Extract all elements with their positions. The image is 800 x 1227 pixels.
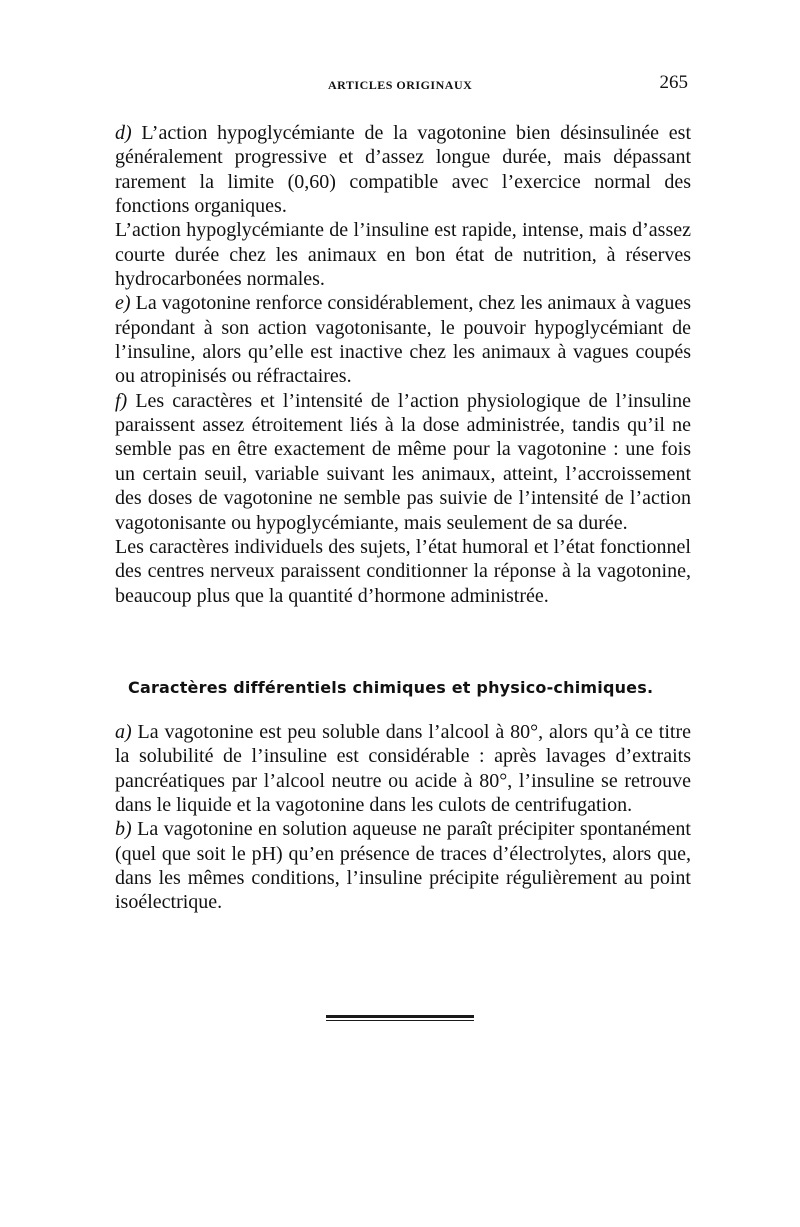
running-head: ARTICLES ORIGINAUX: [328, 78, 473, 92]
paragraph-e: [115, 291, 691, 388]
paragraph-text: La vagotonine renforce considérablement, chez les animaux à vagues répondant à son action vagotonisante, le pouvoir hypoglycémiant de l’insuline, alors qu’elle est inactive chez les animaux à vagues coupés ou atropinisés ou réfractaires.: [115, 292, 691, 388]
paragraph-text: L’action hypoglycémiante de la vagotonine bien désinsulinée est généralement progressive et d’assez longue durée, mais dépassant rarement la limite (0,60) compatible avec l’exercice normal des fonctions organiques.: [115, 122, 691, 218]
end-rule: [326, 1015, 474, 1023]
section-heading: Caractères différentiels chimiques et physico-chimiques.: [128, 678, 654, 697]
item-marker: d): [115, 122, 132, 144]
paragraph-f: [115, 389, 691, 535]
end-rule-thin-line: [326, 1020, 474, 1021]
text-block-conclusions: [115, 121, 691, 608]
end-rule-thick-line: [326, 1015, 474, 1018]
item-marker: a): [115, 721, 132, 743]
paragraph-insulin-action: [115, 218, 691, 291]
paragraph-text: La vagotonine en solution aqueuse ne paraît précipiter spontanément (quel que soit le pH) qu’en présence de traces d’électrolytes, alors que, dans les mêmes conditions, l’insuline précipite régulièrement au point isoélectrique.: [115, 818, 691, 914]
item-marker: e): [115, 292, 131, 315]
paragraph-individual-characters: [115, 535, 691, 608]
paragraph-text: Les caractères et l’intensité de l’action physiologique de l’insuline paraissent assez étroitement liés à la dose administrée, tandis qu’il ne semble pas en être exactement de même pour la vagotonine : une fois un certain seuil, variable suivant les animaux, atteint, l’accroissement des doses de vagotonine ne semble pas suivie de l’intensité de l’action vagotonisante ou hypoglycémiante, mais seulement de sa durée.: [115, 389, 691, 534]
paragraph-b: [115, 817, 691, 914]
text-block-chemical: [115, 720, 691, 915]
page-number: 265: [659, 72, 688, 93]
paragraph-d: [115, 121, 691, 218]
paragraph-text: Les caractères individuels des sujets, l’état humoral et l’état fonctionnel des centres nerveux paraissent conditionner la réponse à la vagotonine, beaucoup plus que la quantité d’hormone administrée.: [115, 535, 691, 607]
item-marker: f): [115, 389, 128, 412]
paragraph-text: L’action hypoglycémiante de l’insuline est rapide, intense, mais d’assez courte durée chez les animaux en bon état de nutrition, à réserves hydrocarbonées normales.: [115, 219, 691, 291]
item-marker: b): [115, 818, 132, 841]
paragraph-a: [115, 720, 691, 817]
paragraph-text: La vagotonine est peu soluble dans l’alcool à 80°, alors qu’à ce titre la solubilité de l’insuline est considérable : après lavages d’extraits pancréatiques par l’alcool neutre ou acide à 80°, l’insuline se retrouve dans le liquide et la vagotonine dans les culots de centrifugation.: [115, 721, 691, 817]
